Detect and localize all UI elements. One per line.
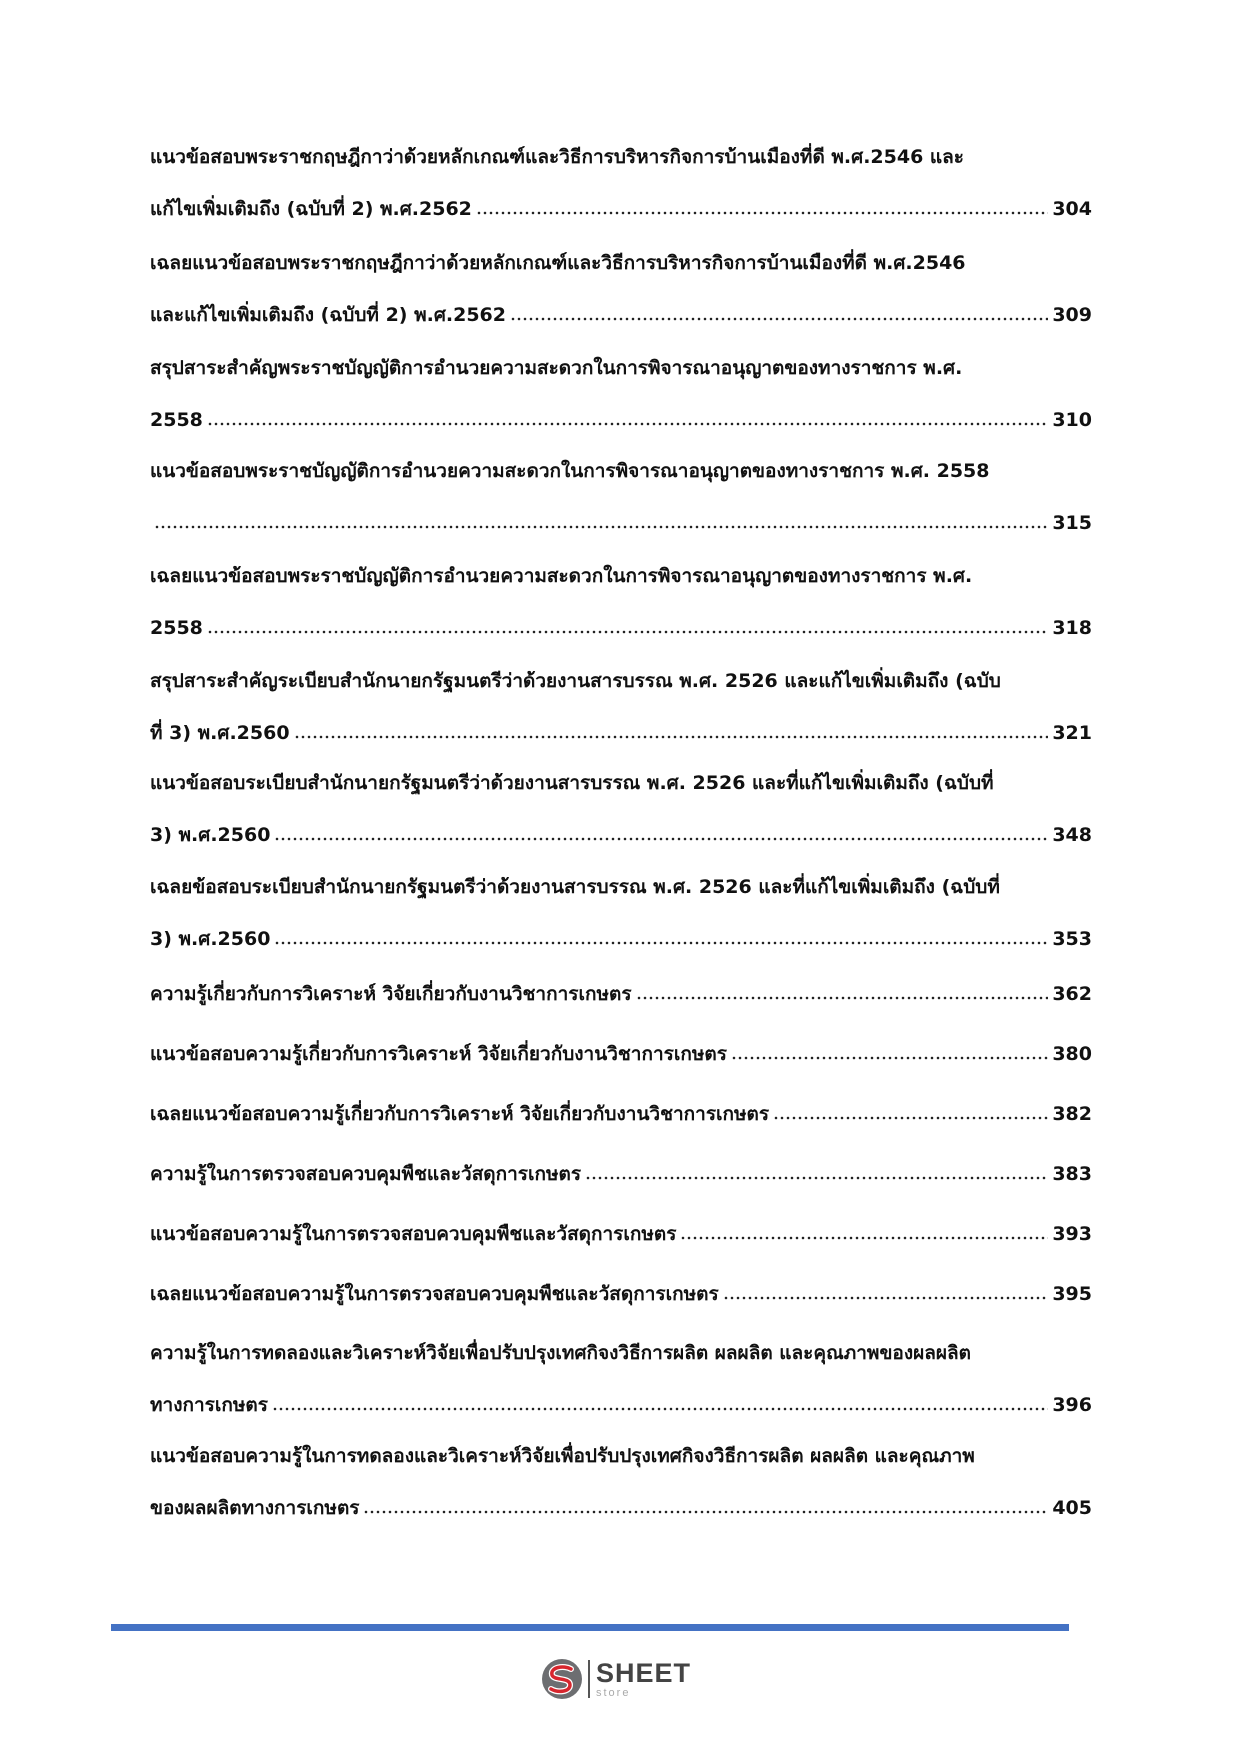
toc-page-number: 310 (1052, 409, 1092, 431)
toc-entry[interactable] (150, 1039, 1092, 1069)
toc-entry-title: เฉลยแนวข้อสอบพระราชกฤษฎีกาว่าด้วยหลักเกณฑ์และวิธีการบริหารกิจการบ้านเมืองที่ดี พ.ศ.2546 (150, 252, 966, 274)
toc-entry[interactable] (150, 353, 1092, 435)
toc-entry[interactable] (150, 768, 1092, 850)
toc-page-number: 304 (1052, 198, 1092, 220)
dot-leader (510, 316, 1048, 322)
toc-page-number: 353 (1052, 928, 1092, 950)
dot-leader (294, 734, 1049, 740)
logo-word: SHEET (596, 1657, 692, 1688)
toc-entry-title-cont: ของผลผลิตทางการเกษตร (150, 1497, 360, 1519)
toc-entry-title: ความรู้เกี่ยวกับการวิเคราะห์ วิจัยเกี่ยวกับงานวิชาการเกษตร (150, 983, 632, 1005)
toc-entry-title: แนวข้อสอบความรู้ในการทดลองและวิเคราะห์วิจัยเพื่อปรับปรุงเทศกิจงวิธีการผลิต ผลผลิต และคุณภาพ (150, 1445, 975, 1467)
toc-page-number: 396 (1052, 1394, 1092, 1416)
toc-entry-title: เฉลยข้อสอบระเบียบสำนักนายกรัฐมนตรีว่าด้วยงานสารบรรณ พ.ศ. 2526 และที่แก้ไขเพิ่มเติมถึง (ฉบับที่ (150, 876, 1000, 898)
dot-leader (585, 1175, 1048, 1181)
toc-page-number: 318 (1052, 617, 1092, 639)
dot-leader (476, 210, 1048, 216)
toc-page-number: 382 (1052, 1103, 1092, 1125)
toc-entry-title: ความรู้ในการตรวจสอบควบคุมพืชและวัสดุการเกษตร (150, 1163, 582, 1185)
toc-page-number: 393 (1052, 1223, 1092, 1245)
toc-entry-title: ความรู้ในการทดลองและวิเคราะห์วิจัยเพื่อปรับปรุงเทศกิจงวิธีการผลิต ผลผลิต และคุณภาพของผลผลิต (150, 1342, 972, 1364)
toc-entry-title: แนวข้อสอบความรู้เกี่ยวกับการวิเคราะห์ วิจัยเกี่ยวกับงานวิชาการเกษตร (150, 1043, 727, 1065)
toc-entry[interactable] (150, 666, 1092, 748)
toc-entry-title-cont: 2558 (150, 409, 203, 431)
toc-entry[interactable] (150, 1159, 1092, 1189)
toc-page-number: 348 (1052, 824, 1092, 846)
toc-entry-title: แนวข้อสอบพระราชบัญญัติการอำนวยความสะดวกในการพิจารณาอนุญาตของทางราชการ พ.ศ. 2558 (150, 460, 990, 482)
toc-entry-title-cont: 3) พ.ศ.2560 (150, 824, 271, 846)
toc-entry-title: เฉลยแนวข้อสอบความรู้ในการตรวจสอบควบคุมพืชและวัสดุการเกษตร (150, 1283, 719, 1305)
toc-page-number: 380 (1052, 1043, 1092, 1065)
toc-page-number: 383 (1052, 1163, 1092, 1185)
logo-wordmark (596, 1657, 692, 1699)
toc-entry-title: เฉลยแนวข้อสอบความรู้เกี่ยวกับการวิเคราะห์ วิจัยเกี่ยวกับงานวิชาการเกษตร (150, 1103, 770, 1125)
toc-page-number: 362 (1052, 983, 1092, 1005)
toc-page-number: 315 (1052, 512, 1092, 534)
toc-page-number: 395 (1052, 1283, 1092, 1305)
toc-entry-title-cont: ที่ 3) พ.ศ.2560 (150, 722, 290, 744)
dot-leader (723, 1295, 1049, 1301)
toc-entry-title-cont: แก้ไขเพิ่มเติมถึง (ฉบับที่ 2) พ.ศ.2562 (150, 198, 472, 220)
dot-leader (773, 1115, 1048, 1121)
toc-entry[interactable] (150, 979, 1092, 1009)
toc-page-number: 309 (1052, 304, 1092, 326)
dot-leader (207, 629, 1048, 635)
dot-leader (363, 1509, 1048, 1515)
toc-entry[interactable] (150, 872, 1092, 954)
toc-entry[interactable] (150, 142, 1092, 224)
toc-entry[interactable] (150, 1279, 1092, 1309)
toc-entry[interactable] (150, 456, 1092, 538)
toc-entry[interactable] (150, 561, 1092, 643)
toc-entry-title: สรุปสาระสำคัญระเบียบสำนักนายกรัฐมนตรีว่าด้วยงานสารบรรณ พ.ศ. 2526 และแก้ไขเพิ่มเติมถึง (ฉบับ (150, 670, 1001, 692)
sheet-store-logo (540, 1656, 710, 1702)
dot-leader (274, 836, 1048, 842)
toc-entry[interactable] (150, 1441, 1092, 1523)
toc-page-number: 321 (1052, 722, 1092, 744)
dot-leader (274, 940, 1048, 946)
toc-entry[interactable] (150, 248, 1092, 330)
sheet-store-s-icon (540, 1657, 584, 1701)
logo-subword: store (596, 1686, 631, 1699)
toc-entry-title: เฉลยแนวข้อสอบพระราชบัญญัติการอำนวยความสะดวกในการพิจารณาอนุญาตของทางราชการ พ.ศ. (150, 565, 973, 587)
dot-leader (207, 421, 1048, 427)
toc-entry-title: แนวข้อสอบความรู้ในการตรวจสอบควบคุมพืชและวัสดุการเกษตร (150, 1223, 677, 1245)
dot-leader (680, 1235, 1048, 1241)
toc-entry-title: สรุปสาระสำคัญพระราชบัญญัติการอำนวยความสะดวกในการพิจารณาอนุญาตของทางราชการ พ.ศ. (150, 357, 963, 379)
dot-leader (731, 1055, 1048, 1061)
dot-leader (636, 995, 1049, 1001)
footer-divider (111, 1624, 1069, 1631)
toc-entry-title: แนวข้อสอบระเบียบสำนักนายกรัฐมนตรีว่าด้วยงานสารบรรณ พ.ศ. 2526 และที่แก้ไขเพิ่มเติมถึง (ฉบับที่ (150, 772, 994, 794)
toc-page-number: 405 (1052, 1497, 1092, 1519)
toc-entry-title-cont: และแก้ไขเพิ่มเติมถึง (ฉบับที่ 2) พ.ศ.2562 (150, 304, 506, 326)
toc-entry-title-cont: 3) พ.ศ.2560 (150, 928, 271, 950)
toc-entry-title: แนวข้อสอบพระราชกฤษฎีกาว่าด้วยหลักเกณฑ์และวิธีการบริหารกิจการบ้านเมืองที่ดี พ.ศ.2546 และ (150, 146, 965, 168)
toc-entry[interactable] (150, 1338, 1092, 1420)
logo-separator (588, 1660, 590, 1698)
toc-entry[interactable] (150, 1099, 1092, 1129)
dot-leader (272, 1406, 1048, 1412)
toc-entry[interactable] (150, 1219, 1092, 1249)
toc-entry-title-cont: 2558 (150, 617, 203, 639)
dot-leader (154, 524, 1048, 530)
toc-entry-title-cont: ทางการเกษตร (150, 1394, 268, 1416)
